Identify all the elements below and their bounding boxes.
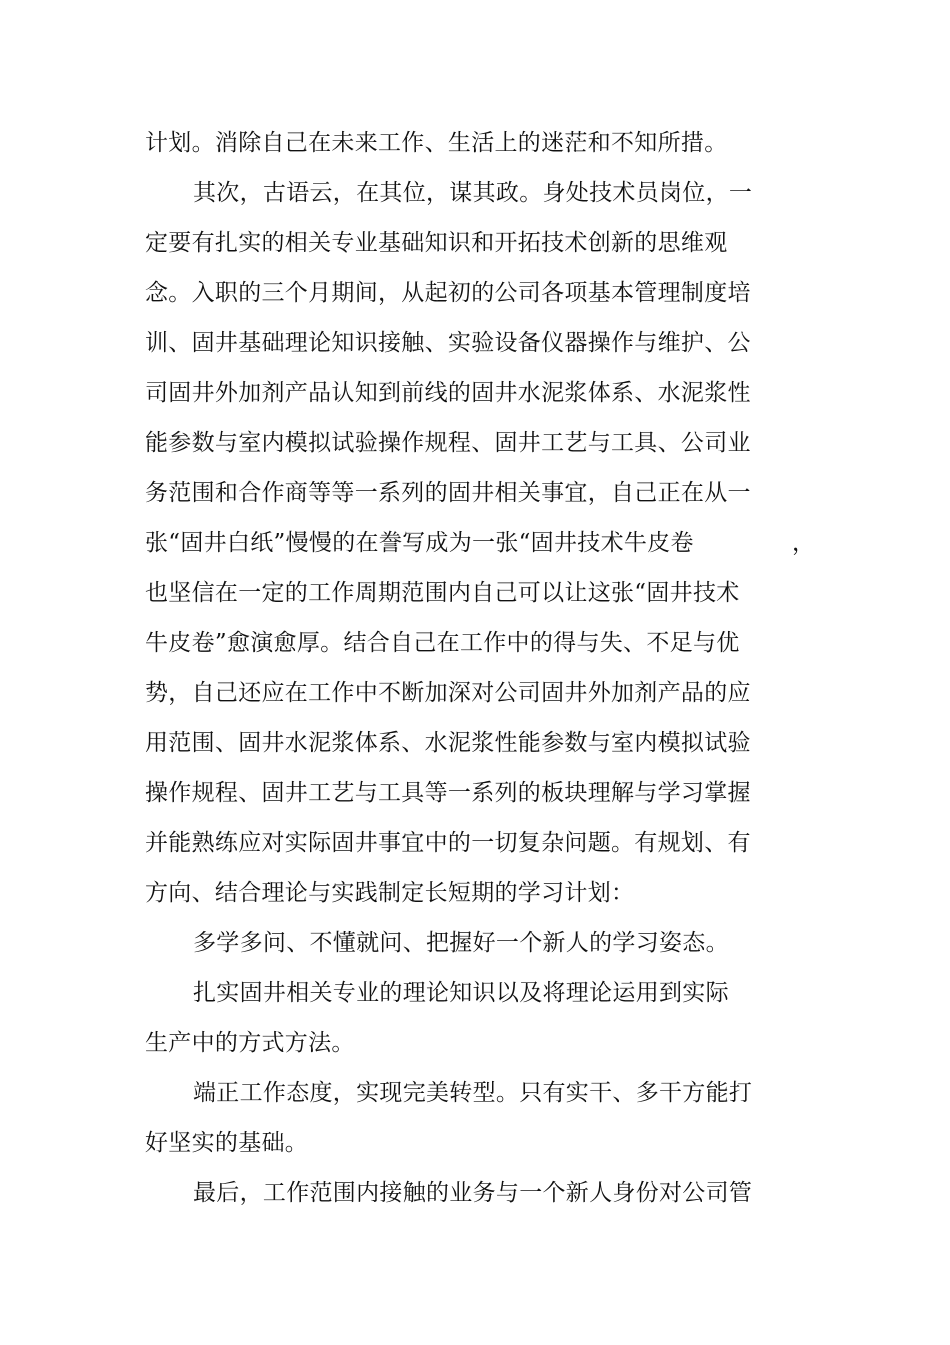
text-line: 定要有扎实的相关专业基础知识和开拓技术创新的思维观 xyxy=(145,230,728,256)
text-line: 张“固井白纸”慢慢的在誊写成为一张“固井技术牛皮卷 xyxy=(145,530,694,556)
text-line: 并能熟练应对实际固井事宜中的一切复杂问题。有规划、有 xyxy=(145,830,751,856)
paragraph-start-line: 扎实固井相关专业的理论知识以及将理论运用到实际 xyxy=(193,980,729,1006)
text-line: 训、固井基础理论知识接触、实验设备仪器操作与维护、公 xyxy=(145,330,751,356)
text-line: 方向、结合理论与实践制定长短期的学习计划： xyxy=(145,880,635,906)
text-line: 能参数与室内模拟试验操作规程、固井工艺与工具、公司业 xyxy=(145,430,751,456)
text-line: 计划。消除自己在未来工作、生活上的迷茫和不知所措。 xyxy=(145,130,728,156)
paragraph-start-line: 多学多问、不懂就问、把握好一个新人的学习姿态。 xyxy=(193,930,729,956)
text-line: 操作规程、固井工艺与工具等一系列的板块理解与学习掌握 xyxy=(145,780,751,806)
paragraph-start-line: 端正工作态度，实现完美转型。只有实干、多干方能打 xyxy=(193,1080,753,1106)
text-line: 势，自己还应在工作中不断加深对公司固井外加剂产品的应 xyxy=(145,680,751,706)
text-line: 用范围、固井水泥浆体系、水泥浆性能参数与室内模拟试验 xyxy=(145,730,751,756)
text-line: 司固井外加剂产品认知到前线的固井水泥浆体系、水泥浆性 xyxy=(145,380,751,406)
paragraph-start-line: 最后，工作范围内接触的业务与一个新人身份对公司管 xyxy=(193,1180,753,1206)
trailing-comma: ， xyxy=(792,530,815,556)
text-line: 务范围和合作商等等一系列的固井相关事宜，自己正在从一 xyxy=(145,480,751,506)
text-line: 念。入职的三个月期间，从起初的公司各项基本管理制度培 xyxy=(145,280,751,306)
text-line: 好坚实的基础。 xyxy=(145,1130,309,1156)
text-line: 也坚信在一定的工作周期范围内自己可以让这张“固井技术 xyxy=(145,580,740,606)
paragraph-start-line: 其次，古语云，在其位，谋其政。身处技术员岗位，一 xyxy=(193,180,753,206)
text-line: 生产中的方式方法。 xyxy=(145,1030,355,1056)
text-line: 牛皮卷”愈演愈厚。结合自己在工作中的得与失、不足与优 xyxy=(145,630,740,656)
